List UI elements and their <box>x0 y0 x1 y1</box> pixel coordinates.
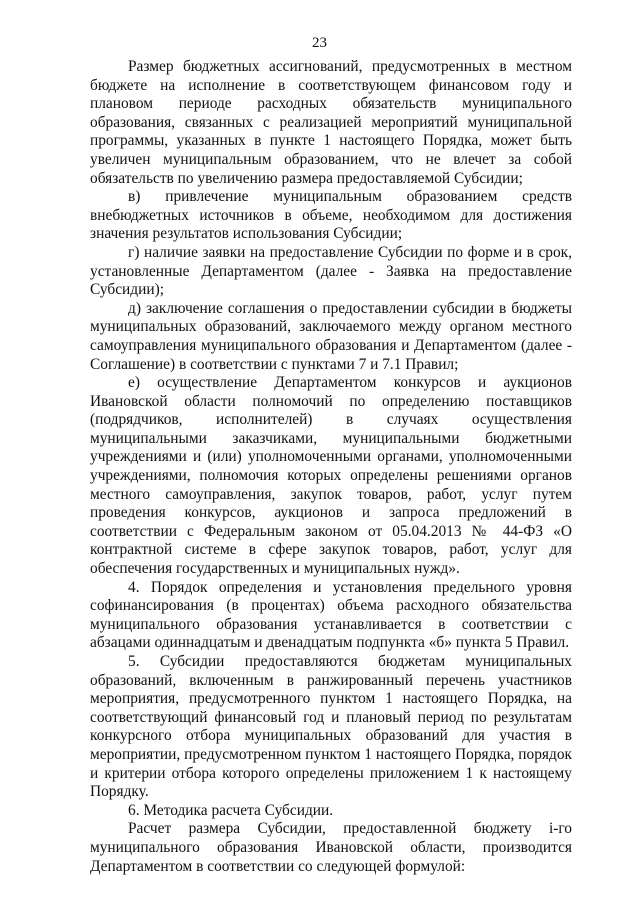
paragraph-item-v: в) привлечение муниципальным образованием средств внебюджетных источников в объеме, необходимом для достижения значения результатов использования Субсидии; <box>90 188 572 243</box>
paragraph-item-e: е) осуществление Департаментом конкурсов и аукционов Ивановской области полномочий по определению поставщиков (подрядчиков, исполнителей) в случаях осуществления муниципальными заказчиками, муниципальными бюджетными учреждениями и (или) уполномоченными органами, уполномоченными учреждениями, полномочия которых определены решениями органов местного самоуправления, закупок товаров, работ, услуг путем проведения конкурсов, аукционов и запроса предложений в соответствии с Федеральным законом от 05.04.2013 № 44-ФЗ «О контрактной системе в сфере закупок товаров, работ, услуг для обеспечения государственных и муниципальных нужд». <box>90 374 572 578</box>
document-body <box>90 58 572 876</box>
paragraph-budget-allocation: Размер бюджетных ассигнований, предусмотренных в местном бюджете на исполнение в соответствующем финансовом году и плановом периоде расходных обязательств муниципального образования, связанных с реализацией мероприятий муниципальной программы, указанных в пункте 1 настоящего Порядка, может быть увеличен муниципальным образованием, что не влечет за собой обязательств по увеличению размера предоставляемой Субсидии; <box>90 58 572 187</box>
paragraph-item-g: г) наличие заявки на предоставление Субсидии по форме и в срок, установленные Департаментом (далее - Заявка на предоставление Субсидии); <box>90 243 572 299</box>
paragraph-item-d: д) заключение соглашения о предоставлении субсидии в бюджеты муниципальных образований, заключаемого между органом местного самоуправления муниципального образования и Департаментом (далее - Соглашение) в соответствии с пунктами 7 и 7.1 Правил; <box>90 299 572 373</box>
paragraph-section-4: 4. Порядок определения и установления предельного уровня софинансирования (в процентах) объема расходного обязательства муниципального образования устанавливается в соответствии с абзацами одиннадцатым и двенадцатым подпункта «б» пункта 5 Правил. <box>90 578 572 652</box>
paragraph-calculation-intro: Расчет размера Субсидии, предоставленной бюджету i-го муниципального образования Ивановской области, производится Департаментом в соответствии со следующей формулой: <box>90 820 572 875</box>
paragraph-section-6-heading: 6. Методика расчета Субсидии. <box>128 801 334 819</box>
page-number: 23 <box>312 35 327 51</box>
paragraph-section-5: 5. Субсидии предоставляются бюджетам муниципальных образований, включенным в ранжированный перечень участников мероприятия, предусмотренного пунктом 1 настоящего Порядка, на соответствующий финансовый год и плановый период по результатам конкурсного отбора муниципальных образований для участия в мероприятии, предусмотренном пунктом 1 настоящего Порядка, порядок и критерии отбора которого определены приложением 1 к настоящему Порядку. <box>90 653 572 801</box>
